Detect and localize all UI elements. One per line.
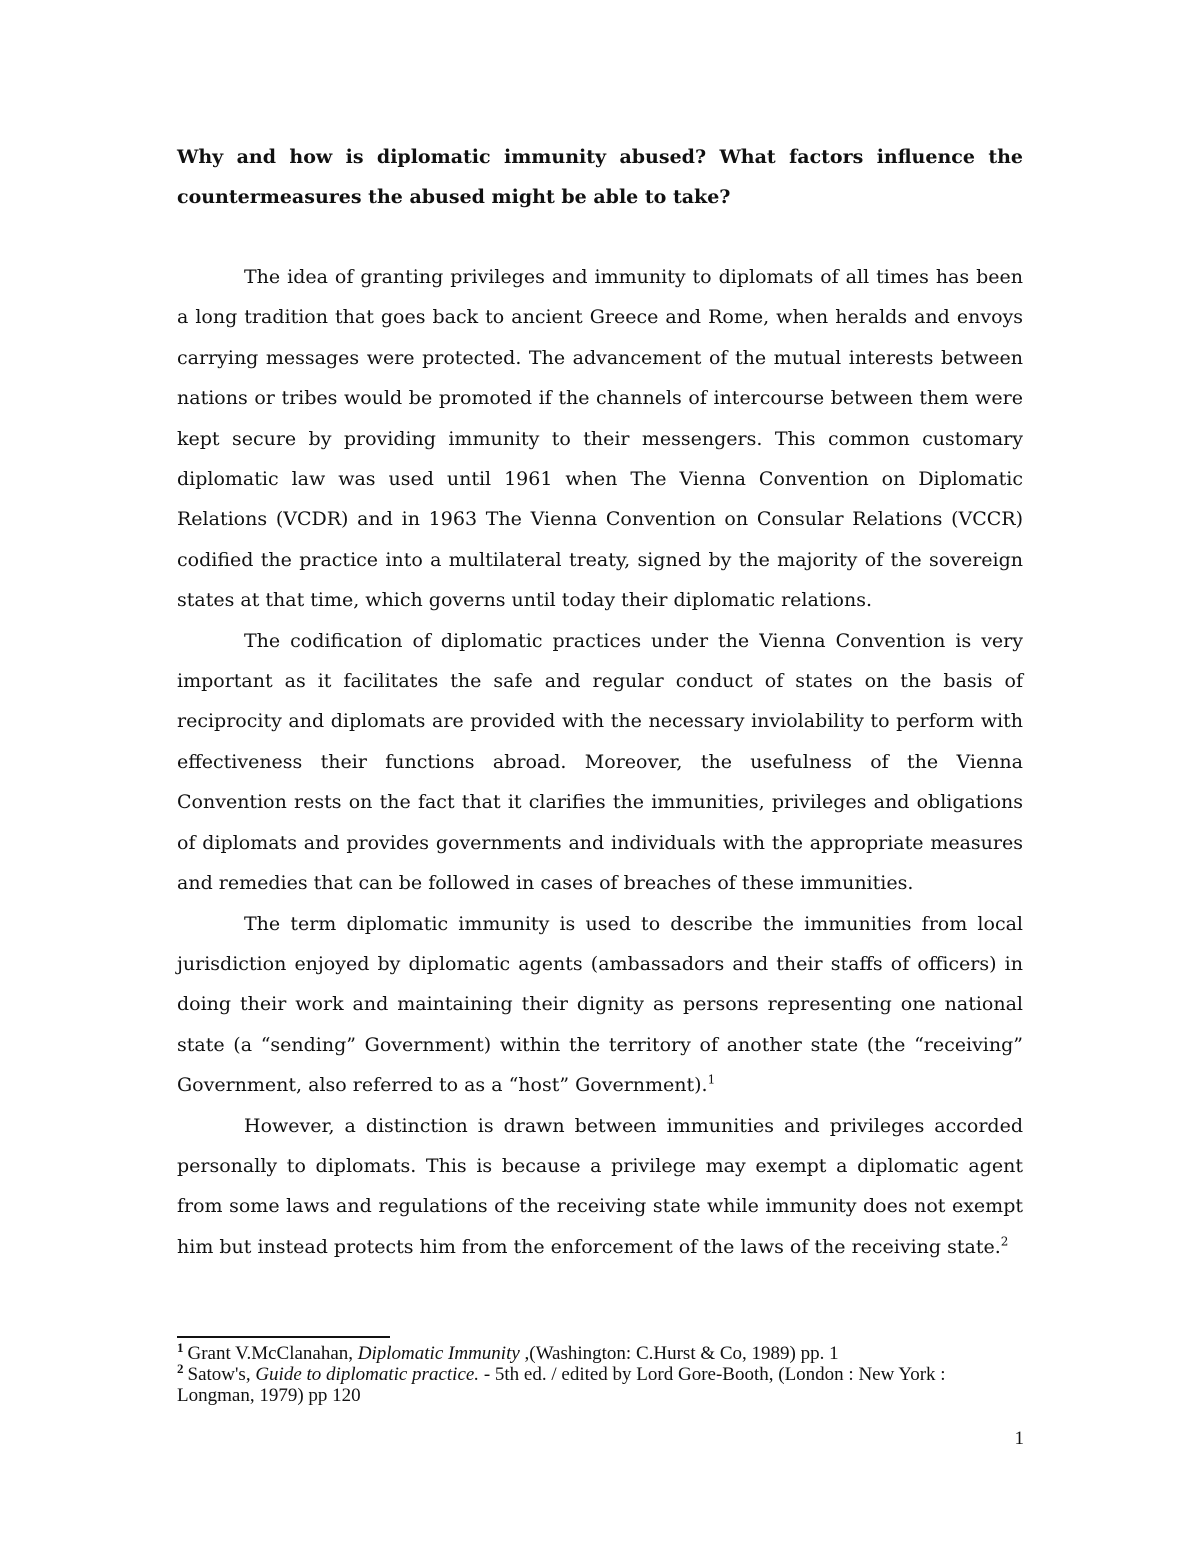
footnote-text: ,(Washington: C.Hurst & Co, 1989) pp. 1 (519, 1343, 839, 1364)
paragraph (177, 621, 1023, 904)
footnote (177, 1339, 1023, 1364)
paragraph-text: The idea of granting privileges and immunity to diplomats of all times has been a long tradition that goes back to ancient Greece and Rome, when heralds and envoys carrying messages were protected. The advancement of the mutual interests between nations or tribes would be promoted if the channels of intercourse between them were kept secure by providing immunity to their messengers. This common customary diplomatic law was used until 1961 when The Vienna Convention on Diplomatic Relations (VCDR) and in 1963 The Vienna Convention on Consular Relations (VCCR) codified the practice into a multilateral treaty, signed by the majority of the sovereign states at that time, which governs until today their diplomatic relations. (177, 266, 1023, 612)
footnote-text: Satow's, (187, 1364, 256, 1385)
footnotes (177, 1339, 1023, 1406)
document-body (177, 137, 1023, 1267)
footnote-text: - 5th ed. / edited by Lord Gore-Booth, (London : New York : Longman, 1979) pp 120 (177, 1364, 946, 1406)
paragraph-text: However, a distinction is drawn between immunities and privileges accorded personally to diplomats. This is because a privilege may exempt a diplomatic agent from some laws and regulations of the receiving state while immunity does not exempt him but instead protects him from the enforcement of the laws of the receiving state. (177, 1114, 1023, 1258)
footnote-number: 1 (177, 1339, 184, 1355)
footnote (177, 1360, 1023, 1406)
paragraph (177, 904, 1023, 1106)
footnote-reference: 2 (1000, 1234, 1009, 1249)
footnote-separator (177, 1336, 390, 1338)
paragraph (177, 257, 1023, 621)
footnote-title: Diplomatic Immunity (357, 1343, 520, 1364)
footnote-reference: 1 (707, 1072, 716, 1087)
footnote-title: Guide to diplomatic practice. (255, 1364, 480, 1385)
paragraph-text: The term diplomatic immunity is used to describe the immunities from local jurisdiction enjoyed by diplomatic agents (ambassadors and their staffs of officers) in doing their work and maintaining their dignity as persons representing one national state (a “sending” Government) within the territory of another state (the “receiving” Government, also referred to as a “host” Government). (177, 912, 1023, 1097)
footnote-number: 2 (177, 1360, 184, 1376)
paragraph-text: The codification of diplomatic practices under the Vienna Convention is very important as it facilitates the safe and regular conduct of states on the basis of reciprocity and diplomats are provided with the necessary inviolability to perform with effectiveness their functions abroad. Moreover, the usefulness of the Vienna Convention rests on the fact that it clarifies the immunities, privileges and obligations of diplomats and provides governments and individuals with the appropriate measures and remedies that can be followed in cases of breaches of these immunities. (177, 629, 1023, 895)
page-number: 1 (1014, 1428, 1024, 1449)
document-title: Why and how is diplomatic immunity abused? What factors influence the countermeasures the abused might be able to take? (177, 146, 1023, 208)
footnote-text: Grant V.McClanahan, (187, 1343, 358, 1364)
paragraph (177, 1106, 1023, 1268)
